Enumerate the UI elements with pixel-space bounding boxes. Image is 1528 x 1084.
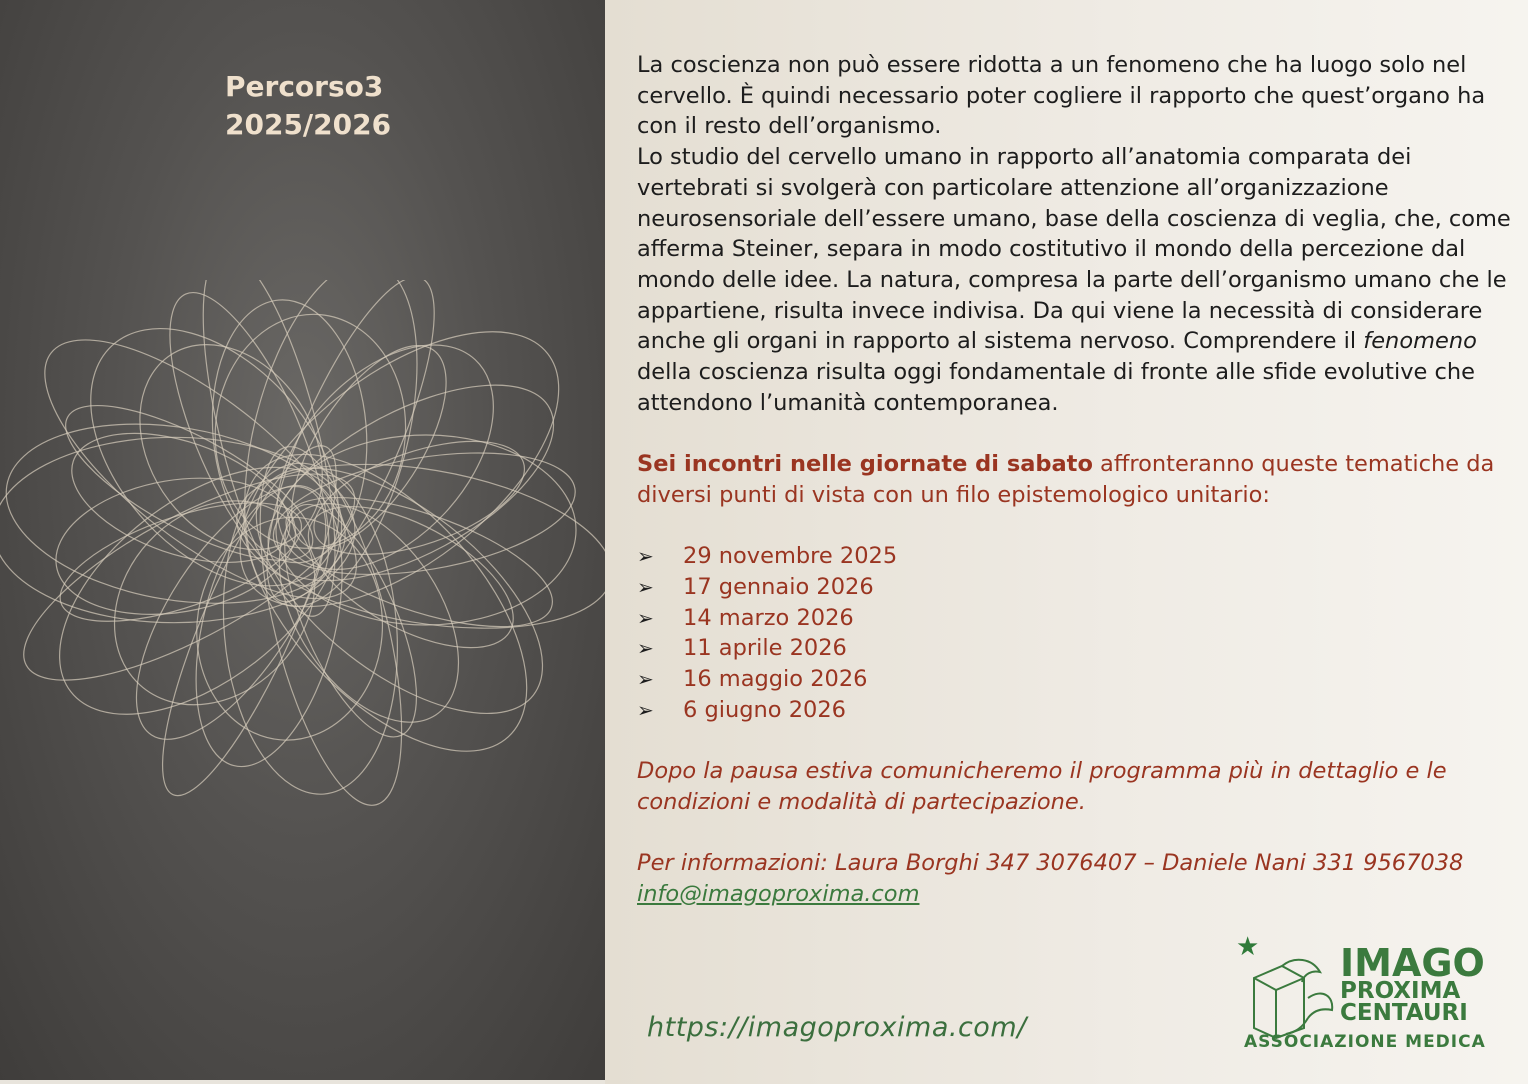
date-text: 11 aprile 2026 — [683, 635, 847, 662]
website-link[interactable]: https://imagoproxima.com/ — [647, 1012, 1027, 1043]
course-title — [225, 68, 391, 144]
email-link[interactable]: info@imagoproxima.com — [637, 880, 920, 907]
date-item — [637, 572, 1517, 603]
association-logo — [1232, 932, 1492, 1062]
logo-proxima: PROXIMA — [1340, 978, 1461, 1004]
date-text: 17 gennaio 2026 — [683, 573, 874, 600]
arrow-bullet-icon: ➢ — [637, 666, 654, 691]
date-item — [637, 633, 1517, 664]
chalk-loop — [258, 487, 444, 754]
contact-paragraph — [637, 848, 1517, 909]
chalk-loop — [46, 461, 306, 631]
date-text: 16 maggio 2026 — [683, 665, 868, 692]
bottom-strip — [0, 1080, 605, 1084]
artwork-panel — [0, 0, 605, 1084]
intro-paragraph — [637, 50, 1517, 418]
intro-sentence-1: La coscienza non può essere ridotta a un fenomeno che ha luogo solo nel cervello. È quindi necessario poter cogliere il rapporto che quest’organo ha con il resto dell’organismo. — [637, 52, 1486, 140]
logo-centauri: CENTAURI — [1340, 1000, 1468, 1026]
intro-italic-word: fenomeno — [1363, 328, 1477, 355]
date-text: 6 giugno 2026 — [683, 696, 846, 723]
chalk-loop — [46, 376, 333, 589]
arrow-bullet-icon: ➢ — [637, 636, 654, 661]
intro-sentence-2-start: Lo studio del cervello umano in rapporto all’anatomia comparata dei vertebrati si svolgerà con particolare attenzione all’organizzazione neurosensoriale dell’essere umano, base della coscienza di veglia, che, come afferma Steiner, separa in modo costitutivo il mondo della percezione dal mondo delle idee. La natura, compresa la parte dell’organismo umano che le appartiene, risulta invece indivisa. Da qui viene la necessità di considerare anche gli organi in rapporto al sistema nervoso. Comprendere il — [637, 144, 1511, 355]
notice-paragraph: Dopo la pausa estiva comunicheremo il programma più in dettaglio e le condizioni e modalità di partecipazione. — [637, 758, 1447, 815]
date-item — [637, 695, 1517, 726]
main-text — [637, 50, 1517, 910]
date-item — [637, 664, 1517, 695]
arrow-bullet-icon: ➢ — [637, 697, 654, 722]
arrow-bullet-icon: ➢ — [637, 544, 654, 569]
logo-mark-icon — [1242, 948, 1342, 1040]
course-name: Percorso3 — [225, 70, 384, 103]
date-text: 29 novembre 2025 — [683, 543, 898, 570]
meetings-rest: affronteranno queste tematiche da diversi punti di vista con un filo epistemologico unitario: — [637, 451, 1495, 508]
chalk-loop — [238, 345, 583, 620]
meetings-paragraph — [637, 449, 1517, 510]
date-text: 14 marzo 2026 — [683, 604, 854, 631]
arrow-bullet-icon: ➢ — [637, 574, 654, 599]
logo-imago: IMAGO — [1340, 941, 1485, 985]
course-year: 2025/2026 — [225, 108, 392, 141]
intro-sentence-2-end: della coscienza risulta oggi fondamentale di fronte alle sfide evolutive che attendono l’umanità contemporanea. — [637, 359, 1475, 416]
date-item — [637, 603, 1517, 634]
dates-list — [637, 541, 1517, 725]
logo-association: ASSOCIAZIONE MEDICA — [1244, 1032, 1486, 1052]
star-icon: ★ — [1236, 932, 1260, 962]
contact-info: Per informazioni: Laura Borghi 347 3076407 – Daniele Nani 331 9567038 — [637, 850, 1464, 877]
arrow-bullet-icon: ➢ — [637, 605, 654, 630]
chalk-loop-drawing — [0, 280, 605, 820]
date-item — [637, 541, 1517, 572]
meetings-bold: Sei incontri nelle giornate di sabato — [637, 451, 1093, 478]
